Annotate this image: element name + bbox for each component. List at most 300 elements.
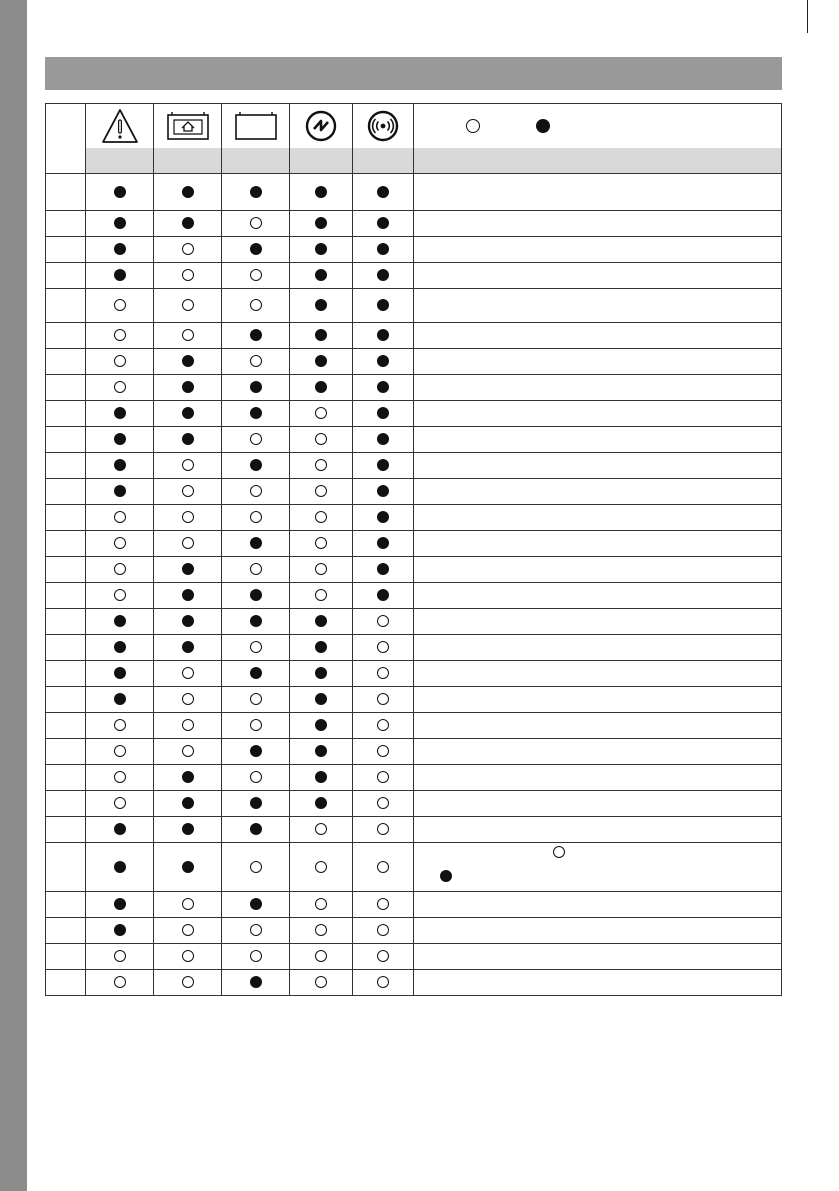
table-row	[46, 289, 782, 323]
description-cell	[414, 583, 782, 609]
indicator-off-dot	[114, 537, 126, 549]
status-cell	[353, 892, 414, 918]
indicator-on-dot	[377, 186, 389, 198]
col-header-1	[86, 148, 154, 174]
status-cell	[154, 687, 222, 713]
indicator-on-dot	[182, 797, 194, 809]
indicator-on-dot	[114, 485, 126, 497]
status-cell	[154, 661, 222, 687]
status-cell	[222, 765, 290, 791]
status-cell	[222, 970, 290, 996]
status-cell	[86, 237, 154, 263]
indicator-on-dot	[315, 693, 327, 705]
indicator-on-dot	[315, 299, 327, 311]
status-cell	[290, 970, 353, 996]
status-cell	[353, 237, 414, 263]
indicator-on-dot	[377, 485, 389, 497]
grid-power-icon	[290, 104, 353, 149]
row-number-cell	[46, 237, 86, 263]
description-cell	[414, 427, 782, 453]
status-cell	[353, 713, 414, 739]
row-number-cell	[46, 609, 86, 635]
status-cell	[154, 609, 222, 635]
indicator-off-dot	[182, 299, 194, 311]
top-crop-rule	[27, 0, 808, 33]
section-header-band	[45, 57, 782, 90]
status-cell	[353, 323, 414, 349]
description-cell	[414, 557, 782, 583]
indicator-on-dot	[377, 355, 389, 367]
status-cell	[154, 635, 222, 661]
indicator-off-dot	[250, 641, 262, 653]
status-cell	[222, 635, 290, 661]
indicator-on-dot	[250, 823, 262, 835]
indicator-off-dot	[114, 329, 126, 341]
indicator-on-dot	[250, 667, 262, 679]
status-cell	[353, 918, 414, 944]
indicator-on-dot	[250, 243, 262, 255]
table-row	[46, 918, 782, 944]
indicator-off-dot	[250, 563, 262, 575]
description-cell	[414, 609, 782, 635]
status-cell	[222, 791, 290, 817]
status-cell	[86, 531, 154, 557]
status-cell	[353, 211, 414, 237]
indicator-off-dot	[114, 745, 126, 757]
status-cell	[154, 765, 222, 791]
status-cell	[222, 263, 290, 289]
indicator-off-dot	[114, 299, 126, 311]
table-row	[46, 843, 782, 892]
indicator-on-dot	[250, 186, 262, 198]
status-cell	[353, 661, 414, 687]
status-cell	[86, 970, 154, 996]
indicator-on-dot	[182, 861, 194, 873]
indicator-on-dot	[315, 269, 327, 281]
table-row	[46, 211, 782, 237]
table-row	[46, 583, 782, 609]
indicator-on-dot	[182, 823, 194, 835]
status-cell	[353, 289, 414, 323]
description-cell	[414, 661, 782, 687]
status-cell	[86, 479, 154, 505]
indicator-off-dot	[315, 898, 327, 910]
indicator-off-dot	[377, 745, 389, 757]
indicator-on-dot	[114, 217, 126, 229]
table-row	[46, 401, 782, 427]
indicator-off-dot	[250, 511, 262, 523]
row-number-cell	[46, 944, 86, 970]
status-cell	[290, 479, 353, 505]
status-cell	[222, 401, 290, 427]
status-cell	[290, 739, 353, 765]
status-cell	[222, 211, 290, 237]
description-cell	[414, 505, 782, 531]
status-cell	[86, 557, 154, 583]
indicator-off-dot	[250, 924, 262, 936]
description-cell	[414, 892, 782, 918]
table-row	[46, 661, 782, 687]
indicator-off-dot	[182, 745, 194, 757]
description-cell	[414, 817, 782, 843]
table-row	[46, 375, 782, 401]
indicator-on-dot	[377, 243, 389, 255]
table-row	[46, 323, 782, 349]
status-cell	[290, 401, 353, 427]
indicator-off-dot	[315, 950, 327, 962]
status-cell	[222, 713, 290, 739]
indicator-on-dot	[377, 217, 389, 229]
status-cell	[86, 817, 154, 843]
status-cell	[353, 687, 414, 713]
col-header-5	[353, 148, 414, 174]
description-cell	[414, 174, 782, 211]
status-cell	[290, 843, 353, 892]
indicator-off-dot	[377, 719, 389, 731]
status-cell	[222, 944, 290, 970]
status-cell	[353, 401, 414, 427]
row-number-cell	[46, 661, 86, 687]
status-cell	[154, 211, 222, 237]
table-row	[46, 765, 782, 791]
indicator-on-dot	[114, 243, 126, 255]
indicator-off-dot	[250, 693, 262, 705]
status-cell	[86, 505, 154, 531]
indicator-off-dot	[250, 355, 262, 367]
indicator-off-dot	[182, 243, 194, 255]
status-cell	[353, 843, 414, 892]
table-row	[46, 237, 782, 263]
status-cell	[353, 765, 414, 791]
indicator-off-dot	[182, 950, 194, 962]
status-cell	[86, 401, 154, 427]
indicator-off-dot	[315, 924, 327, 936]
status-cell	[222, 427, 290, 453]
status-cell	[222, 583, 290, 609]
row-number-cell	[46, 765, 86, 791]
indicator-off-dot	[377, 693, 389, 705]
indicator-on-dot	[114, 693, 126, 705]
indicator-on-dot	[377, 511, 389, 523]
status-cell	[353, 349, 414, 375]
indicator-off-dot	[315, 823, 327, 835]
indicator-on-dot	[377, 433, 389, 445]
indicator-on-dot	[377, 329, 389, 341]
indicator-off-dot	[250, 861, 262, 873]
status-cell	[290, 918, 353, 944]
status-cell	[353, 263, 414, 289]
status-cell	[353, 944, 414, 970]
row-number-header	[46, 104, 86, 174]
indicator-on-dot	[315, 217, 327, 229]
status-cell	[222, 892, 290, 918]
status-cell	[290, 817, 353, 843]
description-cell	[414, 237, 782, 263]
status-cell	[290, 791, 353, 817]
indicator-on-dot	[315, 719, 327, 731]
status-cell	[154, 401, 222, 427]
status-cell	[222, 237, 290, 263]
indicator-on-dot	[114, 459, 126, 471]
indicator-on-dot	[250, 407, 262, 419]
table-row	[46, 791, 782, 817]
indicator-off-dot	[250, 217, 262, 229]
status-cell	[154, 970, 222, 996]
description-cell	[414, 739, 782, 765]
status-cell	[222, 843, 290, 892]
status-cell	[86, 713, 154, 739]
indicator-off-dot	[182, 693, 194, 705]
status-cell	[353, 531, 414, 557]
indicator-on-dot	[114, 186, 126, 198]
indicator-on-dot	[377, 563, 389, 575]
status-cell	[86, 211, 154, 237]
status-cell	[290, 453, 353, 479]
table-row	[46, 739, 782, 765]
description-cell	[414, 944, 782, 970]
indicator-off-dot	[250, 719, 262, 731]
description-cell	[414, 453, 782, 479]
indicator-on-dot	[182, 615, 194, 627]
indicator-off-dot	[114, 771, 126, 783]
status-cell	[222, 375, 290, 401]
description-cell	[414, 531, 782, 557]
status-cell	[222, 609, 290, 635]
status-cell	[290, 635, 353, 661]
indicator-on-dot	[250, 589, 262, 601]
status-cell	[222, 817, 290, 843]
status-cell	[222, 349, 290, 375]
legend-cell	[414, 104, 782, 149]
indicator-on-dot	[377, 537, 389, 549]
status-cell	[86, 289, 154, 323]
indicator-on-dot	[114, 407, 126, 419]
indicator-off-dot	[114, 511, 126, 523]
table-row	[46, 174, 782, 211]
row-number-cell	[46, 739, 86, 765]
indicator-on-dot	[182, 563, 194, 575]
status-cell	[222, 505, 290, 531]
col-header-2	[154, 148, 222, 174]
status-cell	[353, 453, 414, 479]
indicator-off-dot	[315, 459, 327, 471]
row-number-cell	[46, 289, 86, 323]
indicator-on-dot	[315, 186, 327, 198]
row-number-cell	[46, 401, 86, 427]
status-cell	[290, 174, 353, 211]
description-cell	[414, 765, 782, 791]
indicator-off-dot	[377, 797, 389, 809]
row-number-cell	[46, 918, 86, 944]
indicator-on-dot	[315, 667, 327, 679]
legend-filled-dot	[536, 119, 550, 133]
row-number-cell	[46, 583, 86, 609]
indicator-off-dot	[182, 667, 194, 679]
indicator-on-dot	[377, 269, 389, 281]
indicator-on-dot	[182, 641, 194, 653]
indicator-off-dot	[114, 355, 126, 367]
indicator-on-dot	[182, 186, 194, 198]
indicator-on-dot	[250, 329, 262, 341]
description-cell	[414, 263, 782, 289]
indicator-off-dot	[182, 485, 194, 497]
indicator-on-dot	[315, 641, 327, 653]
status-cell	[290, 765, 353, 791]
indicator-off-dot	[377, 641, 389, 653]
indicator-off-dot	[315, 433, 327, 445]
status-cell	[353, 174, 414, 211]
col-header-description	[414, 148, 782, 174]
indicator-on-dot	[377, 407, 389, 419]
indicator-on-dot	[377, 299, 389, 311]
row-number-cell	[46, 375, 86, 401]
indicator-off-dot	[114, 589, 126, 601]
table-row	[46, 687, 782, 713]
status-cell	[290, 609, 353, 635]
status-cell	[222, 661, 290, 687]
status-cell	[86, 263, 154, 289]
description-cell	[414, 375, 782, 401]
table-row	[46, 713, 782, 739]
indicator-off-dot	[182, 459, 194, 471]
status-table	[45, 103, 782, 996]
indicator-on-dot	[315, 745, 327, 757]
description-cell	[414, 635, 782, 661]
status-cell	[290, 944, 353, 970]
indicator-off-dot	[377, 823, 389, 835]
grey-header-row	[46, 148, 782, 174]
table-row	[46, 635, 782, 661]
status-cell	[86, 583, 154, 609]
status-cell	[154, 453, 222, 479]
status-cell	[222, 479, 290, 505]
note-filled-dot	[440, 870, 452, 882]
indicator-off-dot	[315, 861, 327, 873]
indicator-on-dot	[315, 355, 327, 367]
indicator-on-dot	[182, 407, 194, 419]
status-cell	[353, 635, 414, 661]
status-cell	[154, 505, 222, 531]
status-cell	[86, 739, 154, 765]
status-cell	[86, 609, 154, 635]
row-number-cell	[46, 687, 86, 713]
description-cell	[414, 970, 782, 996]
status-cell	[154, 739, 222, 765]
indicator-on-dot	[114, 433, 126, 445]
indicator-on-dot	[377, 589, 389, 601]
indicator-off-dot	[114, 797, 126, 809]
status-cell	[154, 427, 222, 453]
table-row	[46, 557, 782, 583]
note-open-dot	[553, 846, 565, 858]
row-number-cell	[46, 211, 86, 237]
row-number-cell	[46, 453, 86, 479]
status-cell	[154, 918, 222, 944]
side-bar	[0, 0, 27, 1191]
status-cell	[290, 505, 353, 531]
description-cell	[414, 843, 782, 892]
indicator-off-dot	[377, 924, 389, 936]
indicator-off-dot	[250, 485, 262, 497]
indicator-off-dot	[182, 269, 194, 281]
row-number-cell	[46, 635, 86, 661]
status-cell	[154, 817, 222, 843]
status-cell	[86, 635, 154, 661]
row-number-cell	[46, 263, 86, 289]
row-number-cell	[46, 174, 86, 211]
row-number-cell	[46, 427, 86, 453]
status-cell	[353, 817, 414, 843]
table-row	[46, 427, 782, 453]
indicator-off-dot	[315, 511, 327, 523]
home-display-icon	[154, 104, 222, 149]
indicator-off-dot	[315, 589, 327, 601]
description-cell	[414, 211, 782, 237]
status-cell	[86, 687, 154, 713]
indicator-on-dot	[250, 537, 262, 549]
indicator-off-dot	[315, 537, 327, 549]
status-cell	[154, 791, 222, 817]
indicator-on-dot	[377, 459, 389, 471]
status-cell	[353, 505, 414, 531]
status-cell	[290, 892, 353, 918]
status-cell	[154, 479, 222, 505]
indicator-on-dot	[315, 381, 327, 393]
status-cell	[290, 583, 353, 609]
indicator-on-dot	[250, 459, 262, 471]
table-row	[46, 263, 782, 289]
description-cell	[414, 791, 782, 817]
status-cell	[86, 918, 154, 944]
row-number-cell	[46, 791, 86, 817]
warning-triangle-icon	[86, 104, 154, 149]
status-cell	[353, 375, 414, 401]
row-number-cell	[46, 843, 86, 892]
indicator-on-dot	[250, 615, 262, 627]
status-cell	[86, 661, 154, 687]
col-header-3	[222, 148, 290, 174]
description-cell	[414, 289, 782, 323]
legend-open-dot	[466, 119, 480, 133]
status-cell	[290, 713, 353, 739]
status-cell	[290, 661, 353, 687]
status-cell	[154, 349, 222, 375]
row-number-cell	[46, 817, 86, 843]
indicator-on-dot	[182, 217, 194, 229]
table-row	[46, 970, 782, 996]
indicator-off-dot	[114, 976, 126, 988]
indicator-on-dot	[315, 615, 327, 627]
row-number-cell	[46, 970, 86, 996]
indicator-on-dot	[114, 615, 126, 627]
status-cell	[353, 970, 414, 996]
indicator-off-dot	[250, 433, 262, 445]
indicator-on-dot	[315, 243, 327, 255]
status-cell	[353, 739, 414, 765]
description-cell	[414, 349, 782, 375]
indicator-off-dot	[114, 563, 126, 575]
status-cell	[353, 479, 414, 505]
icon-header-row	[46, 104, 782, 149]
status-cell	[86, 892, 154, 918]
table-row	[46, 479, 782, 505]
indicator-on-dot	[315, 797, 327, 809]
indicator-on-dot	[315, 771, 327, 783]
status-cell	[154, 263, 222, 289]
status-cell	[290, 349, 353, 375]
status-cell	[154, 892, 222, 918]
indicator-off-dot	[114, 950, 126, 962]
